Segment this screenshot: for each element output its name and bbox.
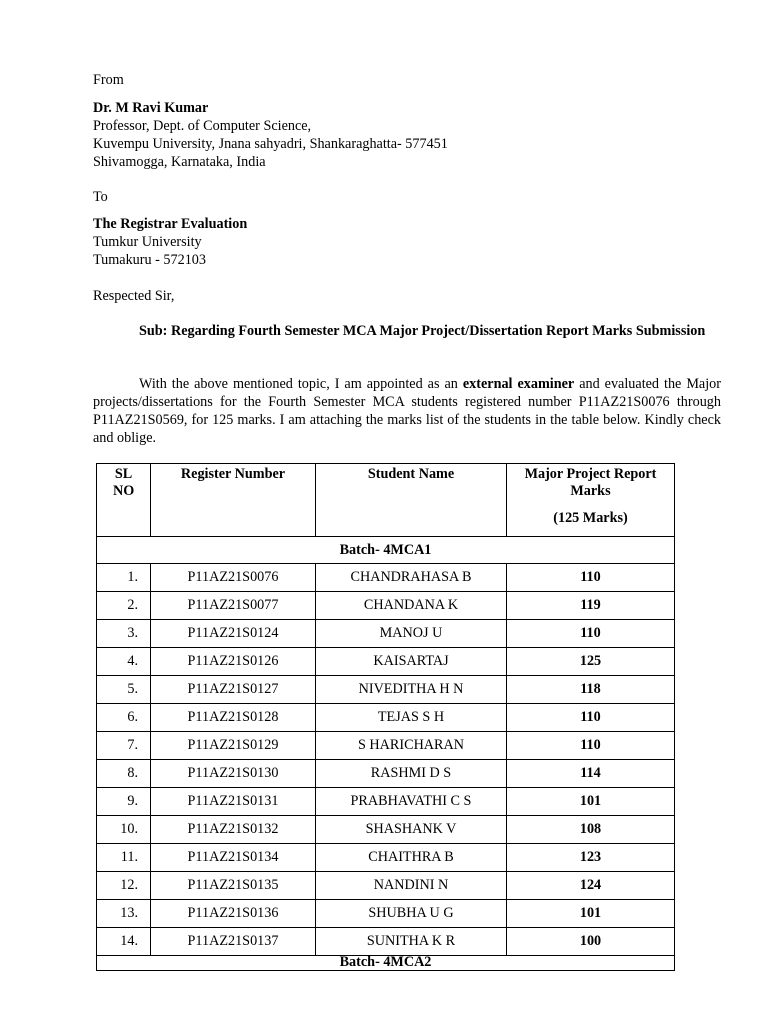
- body-text-2: and evaluated the Major projects/dissertations for the Fourth Semester MCA students registered number P11AZ21S0076 through P11AZ21S0569, for 125 marks. I am attaching the marks list of the students in the table below. Kindly check and oblige.: [93, 376, 721, 446]
- cell-student-name: TEJAS S H: [316, 704, 507, 732]
- marks-table: [96, 463, 675, 971]
- cell-student-name: RASHMI D S: [316, 760, 507, 788]
- table-row: [97, 620, 675, 648]
- batch-row-4mca2: [97, 956, 675, 971]
- cell-student-name: MANOJ U: [316, 620, 507, 648]
- cell-register-number: P11AZ21S0135: [151, 872, 316, 900]
- cell-register-number: P11AZ21S0076: [151, 564, 316, 592]
- cell-sl-no: 10.: [97, 816, 151, 844]
- to-section: [93, 188, 721, 206]
- cell-student-name: SHASHANK V: [316, 816, 507, 844]
- cell-register-number: P11AZ21S0136: [151, 900, 316, 928]
- salutation: [93, 287, 721, 305]
- sender-line-1: Professor, Dept. of Computer Science,: [93, 118, 312, 134]
- cell-marks: 101: [507, 900, 675, 928]
- cell-sl-no: 3.: [97, 620, 151, 648]
- body-emphasis: external examiner: [462, 376, 575, 392]
- cell-register-number: P11AZ21S0127: [151, 676, 316, 704]
- recipient-address: [93, 215, 721, 269]
- cell-sl-no: 8.: [97, 760, 151, 788]
- cell-student-name: S HARICHARAN: [316, 732, 507, 760]
- cell-register-number: P11AZ21S0130: [151, 760, 316, 788]
- header-student-name: Student Name: [316, 464, 507, 537]
- cell-marks: 125: [507, 648, 675, 676]
- cell-marks: 123: [507, 844, 675, 872]
- table-row: [97, 928, 675, 956]
- table-row: [97, 564, 675, 592]
- recipient-name: The Registrar Evaluation: [93, 216, 248, 232]
- cell-student-name: CHAITHRA B: [316, 844, 507, 872]
- cell-student-name: KAISARTAJ: [316, 648, 507, 676]
- cell-sl-no: 1.: [97, 564, 151, 592]
- cell-marks: 108: [507, 816, 675, 844]
- cell-sl-no: 9.: [97, 788, 151, 816]
- from-section: [93, 71, 721, 89]
- cell-sl-no: 2.: [97, 592, 151, 620]
- table-row: [97, 844, 675, 872]
- cell-sl-no: 13.: [97, 900, 151, 928]
- cell-register-number: P11AZ21S0124: [151, 620, 316, 648]
- sender-line-2: Kuvempu University, Jnana sahyadri, Shankaraghatta- 577451: [93, 136, 448, 152]
- cell-marks: 101: [507, 788, 675, 816]
- cell-student-name: NANDINI N: [316, 872, 507, 900]
- to-label: To: [93, 189, 108, 205]
- cell-student-name: CHANDANA K: [316, 592, 507, 620]
- table-row: [97, 872, 675, 900]
- cell-register-number: P11AZ21S0077: [151, 592, 316, 620]
- cell-marks: 124: [507, 872, 675, 900]
- cell-register-number: P11AZ21S0131: [151, 788, 316, 816]
- sender-address: [93, 99, 721, 171]
- table-row: [97, 592, 675, 620]
- cell-student-name: SHUBHA U G: [316, 900, 507, 928]
- table-row: [97, 648, 675, 676]
- cell-sl-no: 14.: [97, 928, 151, 956]
- cell-student-name: NIVEDITHA H N: [316, 676, 507, 704]
- cell-sl-no: 7.: [97, 732, 151, 760]
- batch-row-4mca1: [97, 537, 675, 564]
- body-paragraph: [93, 375, 721, 447]
- cell-marks: 114: [507, 760, 675, 788]
- subject-line: Sub: Regarding Fourth Semester MCA Major Project/Dissertation Report Marks Submission: [139, 323, 706, 339]
- cell-student-name: CHANDRAHASA B: [316, 564, 507, 592]
- cell-register-number: P11AZ21S0137: [151, 928, 316, 956]
- table-header-row: [97, 464, 675, 537]
- recipient-line-1: Tumkur University: [93, 234, 202, 250]
- table-row: [97, 732, 675, 760]
- table-row: [97, 816, 675, 844]
- cell-marks: 110: [507, 732, 675, 760]
- cell-register-number: P11AZ21S0134: [151, 844, 316, 872]
- header-sl-no: SL NO: [97, 464, 151, 537]
- cell-sl-no: 6.: [97, 704, 151, 732]
- cell-marks: 110: [507, 620, 675, 648]
- from-label: From: [93, 72, 124, 88]
- cell-marks: 110: [507, 564, 675, 592]
- cell-register-number: P11AZ21S0129: [151, 732, 316, 760]
- cell-register-number: P11AZ21S0126: [151, 648, 316, 676]
- sender-name: Dr. M Ravi Kumar: [93, 100, 209, 116]
- header-register-number: Register Number: [151, 464, 316, 537]
- cell-sl-no: 5.: [97, 676, 151, 704]
- table-row: [97, 676, 675, 704]
- cell-register-number: P11AZ21S0128: [151, 704, 316, 732]
- header-marks: [507, 464, 675, 537]
- header-marks-title: Major Project Report Marks: [524, 466, 657, 499]
- cell-student-name: SUNITHA K R: [316, 928, 507, 956]
- header-marks-subtitle: (125 Marks): [553, 510, 628, 526]
- batch-label-4mca1: Batch- 4MCA1: [97, 537, 675, 564]
- cell-sl-no: 11.: [97, 844, 151, 872]
- cell-register-number: P11AZ21S0132: [151, 816, 316, 844]
- table-row: [97, 788, 675, 816]
- table-row: [97, 760, 675, 788]
- cell-marks: 119: [507, 592, 675, 620]
- salutation-text: Respected Sir,: [93, 288, 175, 304]
- sender-line-3: Shivamogga, Karnataka, India: [93, 154, 266, 170]
- batch-label-4mca2: Batch- 4MCA2: [97, 956, 675, 971]
- recipient-line-2: Tumakuru - 572103: [93, 252, 206, 268]
- cell-sl-no: 12.: [97, 872, 151, 900]
- cell-marks: 118: [507, 676, 675, 704]
- body-text-1: With the above mentioned topic, I am appointed as an: [139, 376, 463, 392]
- cell-marks: 110: [507, 704, 675, 732]
- table-row: [97, 900, 675, 928]
- table-row: [97, 704, 675, 732]
- cell-marks: 100: [507, 928, 675, 956]
- cell-sl-no: 4.: [97, 648, 151, 676]
- cell-student-name: PRABHAVATHI C S: [316, 788, 507, 816]
